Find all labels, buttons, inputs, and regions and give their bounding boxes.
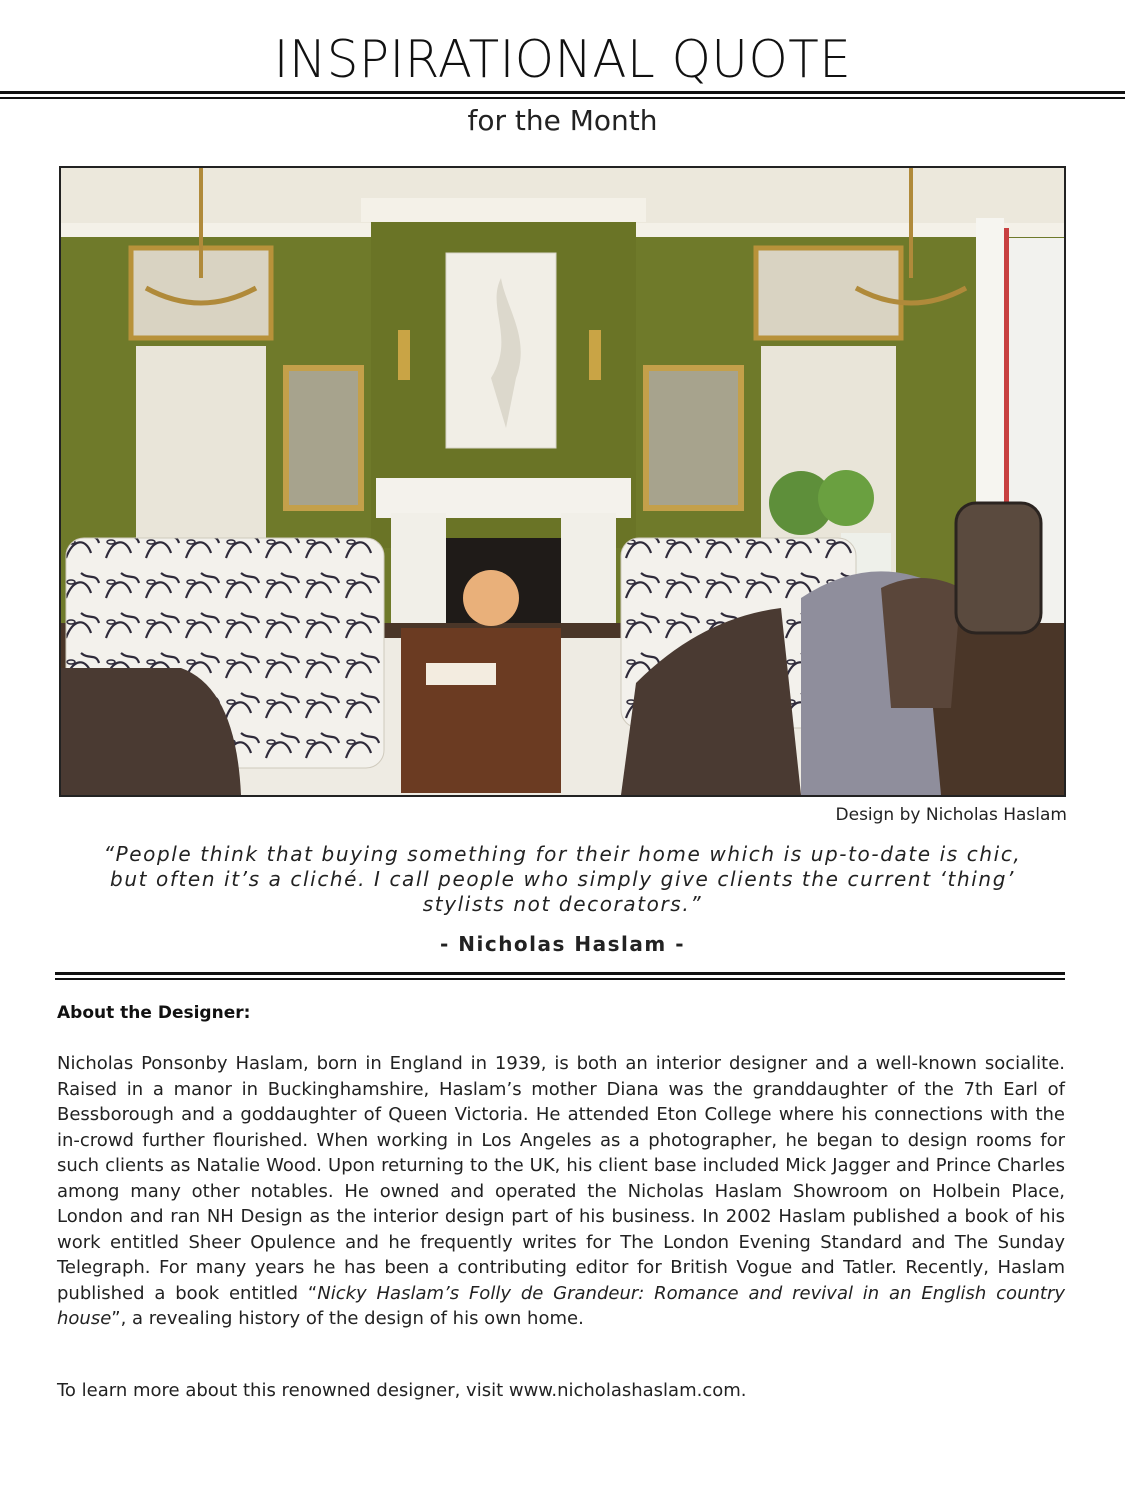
quote-line-1: “People think that buying something for their home which is up-to-date is chic,: [103, 842, 1022, 866]
quote-text: [100, 842, 1025, 917]
quote-line-2: but often it’s a cliché. I call people who simply give clients the current ‘thing’: [110, 867, 1015, 891]
quote-line-3: stylists not decorators.”: [422, 892, 703, 916]
title-rule-bottom: [0, 97, 1125, 99]
about-heading: About the Designer:: [57, 1003, 251, 1023]
quote-author: - Nicholas Haslam -: [439, 932, 685, 956]
bio-end: ”, a revealing history of the design of his own home.: [111, 1308, 584, 1329]
page-title: INSPIRATIONAL QUOTE: [273, 30, 852, 90]
book-title: Nicky Haslam’s Folly de Grandeur: Romance and revival in an English country house: [57, 1282, 1066, 1329]
living-room-illustration: [61, 168, 1064, 795]
designer-bio: [57, 1051, 1065, 1332]
section-divider-top: [55, 972, 1065, 975]
photo-credit: Design by Nicholas Haslam: [835, 805, 1067, 825]
page-subtitle: for the Month: [467, 104, 658, 137]
visit-line: To learn more about this renowned designer, visit www.nicholashaslam.com.: [57, 1380, 747, 1401]
interior-photo: [59, 166, 1066, 797]
section-divider-bottom: [55, 978, 1065, 980]
bio-main: Nicholas Ponsonby Haslam, born in England in 1939, is both an interior designer and a well-known socialite. Raised in a manor in Buckinghamshire, Haslam’s mother Diana was the granddaughter of the 7th Earl of Bessborough and a goddaughter of Queen Victoria. He attended Eton College where his connections with the in-crowd further flourished. When working in Los Angeles as a photographer, he began to design rooms for such clients as Natalie Wood. Upon returning to the UK, his client base included Mick Jagger and Prince Charles among many other notables. He owned and operated the Nicholas Haslam Showroom on Holbein Place, London and ran NH Design as the interior design part of his business. In 2002 Haslam published a book of his work entitled Sheer Opulence and he frequently writes for The London Evening Standard and The Sunday Telegraph. For many years he has been a contributing editor for British Vogue and Tatler. Recently, Haslam published a book entitled “: [57, 1053, 1065, 1304]
title-rule-top: [0, 91, 1125, 94]
